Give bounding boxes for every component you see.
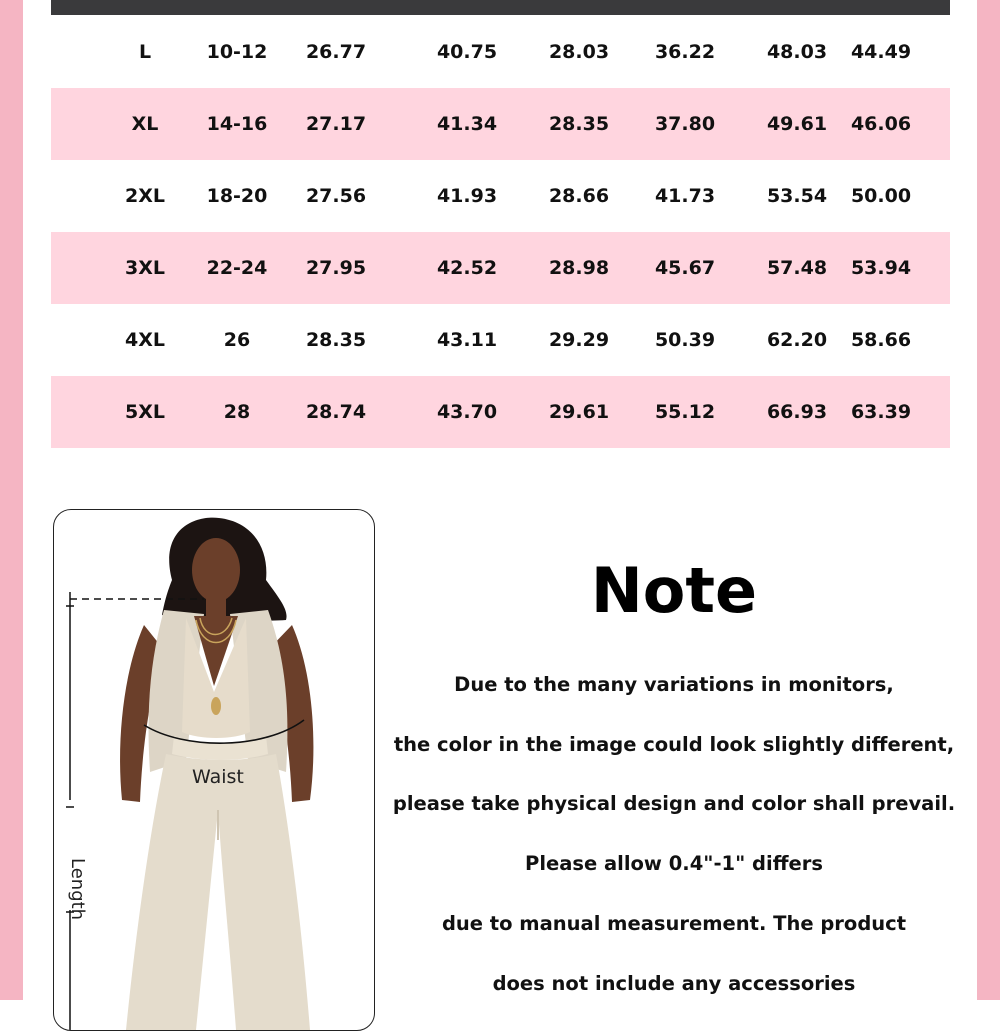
size-label-cell: L [138, 41, 152, 63]
model-measurement-card [53, 509, 375, 1031]
table-cell: 29.61 [548, 401, 610, 423]
table-cell: 49.61 [766, 113, 828, 135]
table-cell: 41.93 [436, 185, 498, 207]
table-cell: 43.70 [436, 401, 498, 423]
trousers-shape [126, 754, 310, 1030]
table-cell: 48.03 [766, 41, 828, 63]
table-cell: 62.20 [766, 329, 828, 351]
table-cell: 41.34 [436, 113, 498, 135]
table-cell: 50.00 [850, 185, 912, 207]
face-shape [192, 538, 240, 602]
note-line: please take physical design and color shall prevail. [392, 792, 956, 815]
note-title: Note [590, 554, 758, 627]
table-cell: 26.77 [305, 41, 367, 63]
table-cell: 53.54 [766, 185, 828, 207]
table-row [51, 88, 950, 160]
pendant-shape [211, 697, 221, 715]
table-cell: 57.48 [766, 257, 828, 279]
table-cell: 29.29 [548, 329, 610, 351]
table-cell: 40.75 [436, 41, 498, 63]
table-cell: 28.74 [305, 401, 367, 423]
table-cell: 46.06 [850, 113, 912, 135]
table-cell: 42.52 [436, 257, 498, 279]
table-cell: 18-20 [206, 185, 268, 207]
waist-label: Waist [192, 766, 244, 788]
size-chart-table [51, 16, 950, 448]
table-cell: 44.49 [850, 41, 912, 63]
table-cell: 27.56 [305, 185, 367, 207]
table-cell: 27.17 [305, 113, 367, 135]
table-cell: 63.39 [850, 401, 912, 423]
table-row [51, 160, 950, 232]
table-row [51, 16, 950, 88]
table-cell: 55.12 [654, 401, 716, 423]
table-row [51, 232, 950, 304]
table-cell: 28.66 [548, 185, 610, 207]
table-cell: 53.94 [850, 257, 912, 279]
table-cell: 43.11 [436, 329, 498, 351]
size-label-cell: 5XL [125, 401, 165, 423]
size-label-cell: XL [131, 113, 159, 135]
table-row [51, 304, 950, 376]
table-cell: 41.73 [654, 185, 716, 207]
table-cell: 26 [223, 329, 251, 351]
note-line: Please allow 0.4"-1" differs [525, 852, 823, 875]
right-pink-border [977, 0, 1000, 1000]
table-cell: 28.35 [548, 113, 610, 135]
table-cell: 36.22 [654, 41, 716, 63]
table-cell: 28 [223, 401, 251, 423]
table-cell: 58.66 [850, 329, 912, 351]
table-cell: 10-12 [206, 41, 268, 63]
size-label-cell: 3XL [125, 257, 165, 279]
size-label-cell: 4XL [125, 329, 165, 351]
left-pink-border [0, 0, 23, 1000]
note-line: the color in the image could look slightly different, [393, 733, 955, 756]
note-line: Due to the many variations in monitors, [454, 673, 894, 696]
table-cell: 28.03 [548, 41, 610, 63]
table-cell: 37.80 [654, 113, 716, 135]
table-cell: 27.95 [305, 257, 367, 279]
table-cell: 14-16 [206, 113, 268, 135]
table-cell: 45.67 [654, 257, 716, 279]
table-cell: 28.98 [548, 257, 610, 279]
table-header-bar [51, 0, 950, 15]
size-label-cell: 2XL [125, 185, 165, 207]
table-cell: 22-24 [206, 257, 268, 279]
length-label: Length [67, 858, 88, 921]
note-line: due to manual measurement. The product [441, 912, 907, 935]
table-cell: 50.39 [654, 329, 716, 351]
table-cell: 28.35 [305, 329, 367, 351]
note-line: does not include any accessories [492, 972, 856, 995]
table-row [51, 376, 950, 448]
table-cell: 66.93 [766, 401, 828, 423]
